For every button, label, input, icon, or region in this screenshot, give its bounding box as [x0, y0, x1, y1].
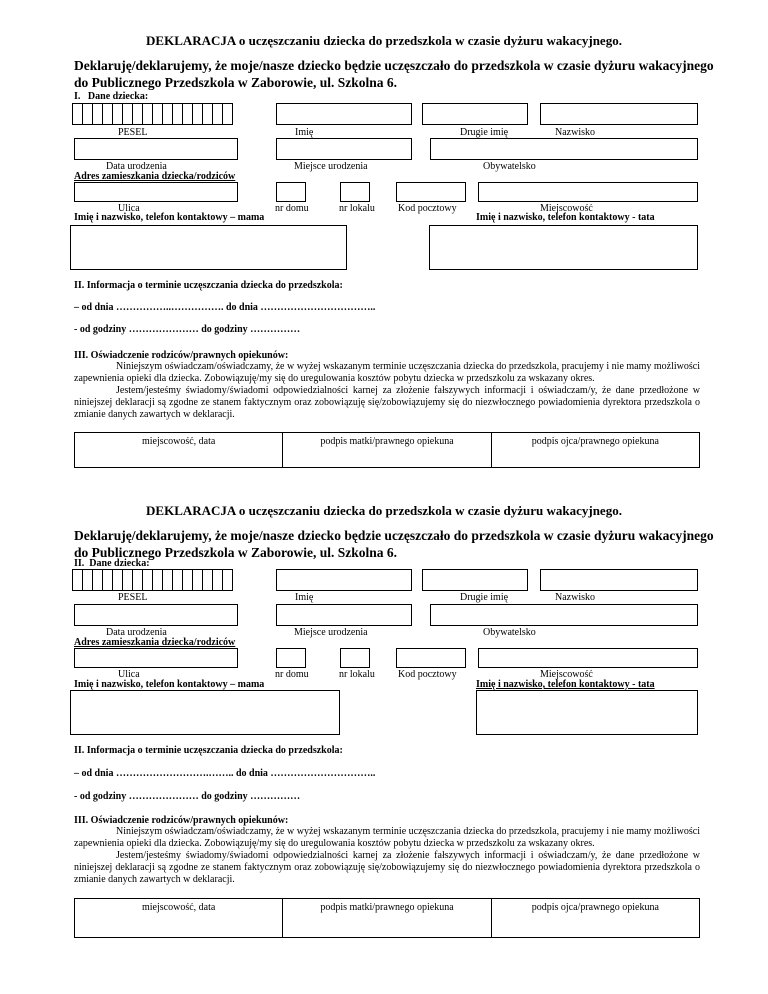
pesel-input[interactable]	[72, 569, 232, 591]
birth-place-label: Miejsce urodzenia	[294, 161, 368, 172]
declaration-text	[74, 527, 714, 561]
city-label: Miejscowość	[540, 669, 593, 680]
flat-number-label: nr lokalu	[339, 203, 375, 214]
section-2-title: II. Informacja o terminie uczęszczania dziecka do przedszkola:	[74, 745, 343, 756]
postal-code-label: Kod pocztowy	[398, 203, 457, 214]
surname-label: Nazwisko	[555, 592, 595, 603]
postal-code-label: Kod pocztowy	[398, 669, 457, 680]
pesel-digit[interactable]	[222, 569, 233, 591]
city-label: Miejscowość	[540, 203, 593, 214]
signature-mother[interactable]: podpis matki/prawnego opiekuna	[283, 433, 491, 467]
second-name-input[interactable]	[422, 569, 528, 591]
section-3-title: III. Oświadczenie rodziców/prawnych opiekunów:	[74, 815, 289, 826]
citizenship-label: Obywatelsko	[483, 627, 536, 638]
father-contact-label: Imię i nazwisko, telefon kontaktowy - tata	[476, 679, 655, 690]
birth-date-label: Data urodzenia	[106, 627, 167, 638]
signature-father[interactable]: podpis ojca/prawnego opiekuna	[531, 436, 659, 447]
section-3-title: III. Oświadczenie rodziców/prawnych opiekunów:	[74, 350, 289, 361]
street-input[interactable]	[74, 648, 238, 668]
declaration-line-1: Deklaruję/deklarujemy, że moje/nasze dziecko będzie uczęszczało do przedszkola w czasie dyżuru wakacyjnego	[74, 58, 714, 73]
birth-place-label: Miejsce urodzenia	[294, 627, 368, 638]
mother-contact-label: Imię i nazwisko, telefon kontaktowy – mama	[74, 212, 265, 223]
first-name-label: Imię	[295, 592, 314, 603]
statement-paragraph-2: Jestem/jesteśmy świadomy/świadomi odpowiedzialności karnej za złożenie fałszywych informacji i oświadczam/y, że dane przedłożone w niniejszej deklaracji są zgodne ze stanem faktycznym oraz zobowiązuję się/zobowiązujemy się do niezwłocznego powiadomienia dyrektora przedszkola o zmianie danych zawartych w deklaracji.	[74, 385, 700, 420]
section-1-title: Dane dziecka:	[87, 91, 149, 102]
declaration-line-2: do Publicznego Przedszkola w Zaborowie, ul. Szkolna 6.	[74, 75, 398, 90]
birth-place-input[interactable]	[276, 604, 412, 626]
first-name-label: Imię	[295, 127, 314, 138]
form-title: DEKLARACJA o uczęszczaniu dziecka do przedszkola w czasie dyżuru wakacyjnego.	[146, 33, 622, 48]
surname-label: Nazwisko	[555, 127, 595, 138]
house-number-label: nr domu	[275, 203, 309, 214]
second-name-label: Drugie imię	[460, 127, 509, 138]
flat-number-label: nr lokalu	[339, 669, 375, 680]
house-number-label: nr domu	[275, 669, 309, 680]
date-range-line: – od dnia ……………..……………. do dnia ……………………………..	[74, 302, 376, 313]
signature-place-date[interactable]: miejscowość, data	[75, 899, 283, 937]
hours-range-line: - od godziny ………………… do godziny ……………	[74, 324, 301, 335]
father-contact-label: Imię i nazwisko, telefon kontaktowy - tata	[476, 212, 655, 223]
statement-paragraph-2: Jestem/jesteśmy świadomy/świadomi odpowiedzialności karnej za złożenie fałszywych informacji i oświadczam/y, że dane przedłożone w niniejszej deklaracji są zgodne ze stanem faktycznym oraz zobowiązuję się/zobowiązujemy się do niezwłocznego powiadomienia dyrektora przedszkola o zmianie danych zawartych w deklaracji.	[74, 850, 700, 885]
statement-paragraph-1: Niniejszym oświadczam/oświadczamy, że w wyżej wskazanym terminie uczęszczania dziecka do przedszkola, pracujemy i nie mamy możliwości zapewnienia opieki dla dziecka. Zobowiązuję/my się do uregulowania kosztów pobytu dziecka w przedszkolu za wskazany okres.	[74, 361, 700, 384]
street-label: Ulica	[118, 669, 140, 680]
statement-text	[74, 826, 700, 886]
declaration-line-1: Deklaruję/deklarujemy, że moje/nasze dziecko będzie uczęszczało do przedszkola w czasie dyżuru wakacyjnego	[74, 528, 714, 543]
birth-date-input[interactable]	[74, 604, 238, 626]
citizenship-label: Obywatelsko	[483, 161, 536, 172]
form-title: DEKLARACJA o uczęszczaniu dziecka do przedszkola w czasie dyżuru wakacyjnego.	[146, 503, 622, 518]
flat-number-input[interactable]	[340, 648, 370, 668]
pesel-label: PESEL	[118, 592, 148, 603]
citizenship-input[interactable]	[430, 604, 698, 626]
section-1-number: II.	[74, 558, 85, 569]
statement-paragraph-1: Niniejszym oświadczam/oświadczamy, że w wyżej wskazanym terminie uczęszczania dziecka do przedszkola, pracujemy i nie mamy możliwości zapewnienia opieki dla dziecka. Zobowiązuję/my się do uregulowania kosztów pobytu dziecka w przedszkolu za wskazany okres.	[74, 826, 700, 849]
address-heading: Adres zamieszkania dziecka/rodziców	[74, 637, 236, 648]
second-name-label: Drugie imię	[460, 592, 509, 603]
street-label: Ulica	[118, 203, 140, 214]
birth-date-label: Data urodzenia	[106, 161, 167, 172]
postal-code-input[interactable]	[396, 648, 466, 668]
house-number-input[interactable]	[276, 648, 306, 668]
city-input[interactable]	[478, 648, 698, 668]
declaration-line-2: do Publicznego Przedszkola w Zaborowie, ul. Szkolna 6.	[74, 545, 398, 560]
mother-contact-input[interactable]	[70, 690, 340, 735]
first-name-input[interactable]	[276, 569, 412, 591]
mother-contact-label: Imię i nazwisko, telefon kontaktowy – mama	[74, 679, 265, 690]
surname-input[interactable]	[540, 569, 698, 591]
address-heading: Adres zamieszkania dziecka/rodziców	[74, 171, 236, 182]
signature-father[interactable]: podpis ojca/prawnego opiekuna	[531, 902, 659, 913]
father-contact-input[interactable]	[476, 690, 698, 735]
date-range-line: – od dnia ……………………….…….. do dnia …………………………..	[74, 768, 376, 779]
pesel-label: PESEL	[118, 127, 148, 138]
signature-table	[74, 898, 700, 938]
signature-place-date[interactable]: miejscowość, data	[75, 433, 283, 467]
section-1-heading	[74, 558, 150, 569]
section-2-title: II. Informacja o terminie uczęszczania dziecka do przedszkola:	[74, 280, 343, 291]
section-1-title: Dane dziecka:	[89, 558, 150, 569]
section-1-number: I.	[74, 91, 81, 102]
hours-range-line: - od godziny ………………… do godziny ……………	[74, 791, 301, 802]
signature-mother[interactable]: podpis matki/prawnego opiekuna	[283, 899, 491, 937]
